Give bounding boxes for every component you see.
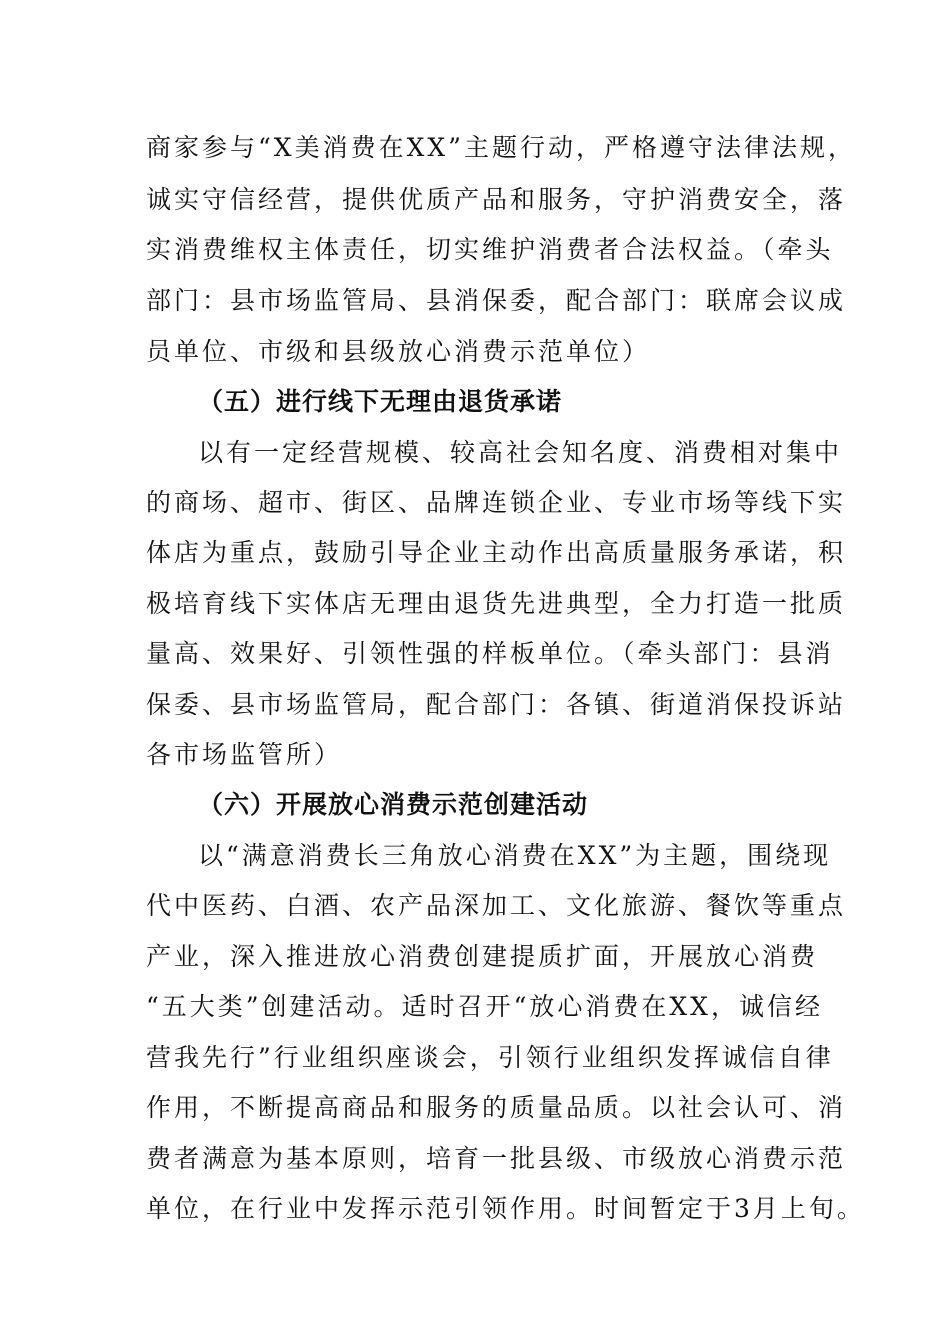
paragraph-line: 费者满意为基本原则，培育一批县级、市级放心消费示范 [146, 1144, 847, 1173]
paragraph-line: 的商场、超市、街区、品牌连锁企业、专业市场等线下实 [146, 488, 847, 517]
paragraph-line: 营我先行”行业组织座谈会，引领行业组织发挥诚信自律 [146, 1043, 834, 1072]
paragraph-line: 各市场监管所） [146, 740, 343, 769]
paragraph-line: 以有一定经营规模、较高社会知名度、消费相对集中 [198, 438, 843, 467]
paragraph-line: 极培育线下实体店无理由退货先进典型，全力打造一批质 [146, 589, 847, 618]
paragraph-line: 商家参与“X美消费在XX”主题行动，严格遵守法律法规， [146, 133, 856, 162]
paragraph-line: 部门：县市场监管局、县消保委，配合部门：联席会议成 [146, 286, 847, 315]
paragraph-line: 代中医药、白酒、农产品深加工、文化旅游、餐饮等重点 [146, 891, 847, 920]
paragraph-line: “五大类”创建活动。适时召开“放心消费在XX，诚信经 [146, 992, 823, 1021]
paragraph-line: 员单位、市级和县级放心消费示范单位） [146, 337, 651, 366]
section-heading: （五）进行线下无理由退货承诺 [198, 387, 563, 416]
paragraph-line: 以“满意消费长三角放心消费在XX”为主题，围绕现 [198, 841, 832, 870]
section-heading: （六）开展放心消费示范创建活动 [198, 790, 589, 819]
paragraph-line: 保委、县市场监管局，配合部门：各镇、街道消保投诉站 [146, 690, 847, 719]
paragraph-line: 单位，在行业中发挥示范引领作用。时间暂定于3月上旬。 [146, 1194, 865, 1223]
paragraph-line: 量高、效果好、引领性强的样板单位。（牵头部门：县消 [146, 639, 834, 668]
paragraph-line: 作用，不断提高商品和服务的质量品质。以社会认可、消 [146, 1093, 847, 1122]
paragraph-line: 体店为重点，鼓励引导企业主动作出高质量服务承诺，积 [146, 538, 847, 567]
paragraph-line: 产业，深入推进放心消费创建提质扩面，开展放心消费 [146, 942, 819, 971]
paragraph-line: 实消费维权主体责任，切实维护消费者合法权益。（牵头 [146, 235, 834, 264]
paragraph-line: 诚实守信经营，提供优质产品和服务，守护消费安全，落 [146, 185, 847, 214]
